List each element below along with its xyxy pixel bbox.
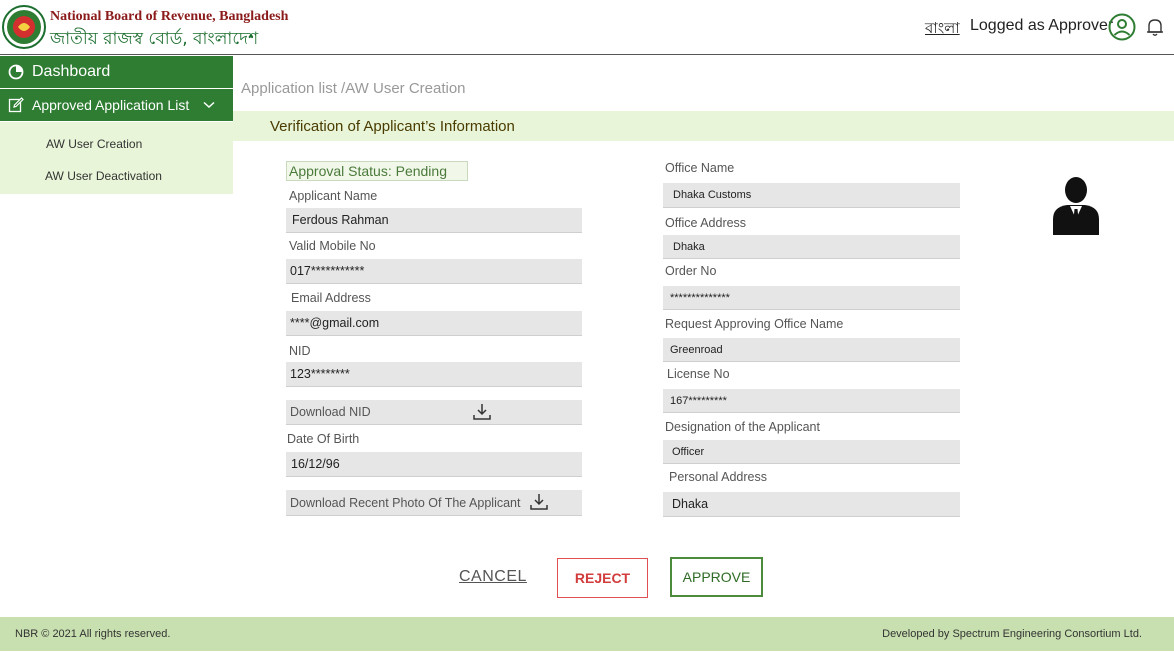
chevron-down-icon [203,101,215,109]
sidebar-item-approved-list[interactable] [0,89,233,121]
sidebar-item-dashboard[interactable] [0,56,233,88]
user-circle-icon[interactable] [1108,13,1136,41]
office-address-label: Office Address [665,216,747,230]
designation-field: Officer [663,440,960,464]
footer [0,617,1174,651]
sidebar [0,56,233,617]
download-photo-label: Download Recent Photo Of The Applicant [290,495,521,510]
sidebar-item-aw-user-creation[interactable]: AW User Creation [46,137,143,151]
section-title: Verification of Applicant’s Information [270,118,515,135]
logged-as-label: Logged as Approver [970,17,1114,34]
approval-status-badge: Approval Status: Pending [286,161,468,181]
order-no-label: Order No [665,264,717,278]
office-address-field: Dhaka [663,235,960,259]
language-toggle-link[interactable]: বাংলা [925,20,960,37]
cancel-button[interactable]: CANCEL [459,568,527,585]
download-nid-button[interactable] [286,400,582,425]
download-nid-label: Download NID [290,405,371,419]
office-name-label: Office Name [665,161,735,175]
mobile-label: Valid Mobile No [289,239,376,253]
license-no-label: License No [667,367,730,381]
edit-icon [8,97,24,113]
sidebar-item-aw-user-deactivation[interactable]: AW User Deactivation [45,169,162,183]
license-no-field: 167********* [663,389,960,413]
request-office-label: Request Approving Office Name [665,317,844,331]
dob-field: 16/12/96 [286,452,582,477]
sidebar-approved-label: Approved Application List [32,97,190,113]
brand-name-bangla: জাতীয় রাজস্ব বোর্ড, বাংলাদেশ [50,29,259,49]
personal-address-field: Dhaka [663,492,960,517]
download-icon[interactable] [472,402,492,422]
applicant-avatar [1050,173,1102,235]
bell-icon[interactable] [1146,17,1164,37]
nbr-logo [2,5,46,49]
app-header [0,0,1174,55]
brand-name-english: National Board of Revenue, Bangladesh [50,9,289,24]
footer-copyright: NBR © 2021 All rights reserved. [15,628,171,640]
email-field: ****@gmail.com [286,311,582,336]
mobile-field: 017*********** [286,259,582,284]
download-icon[interactable] [529,492,549,512]
dob-label: Date Of Birth [287,432,360,446]
request-office-field: Greenroad [663,338,960,362]
sidebar-dashboard-label: Dashboard [32,63,111,80]
nid-field: 123******** [286,362,582,387]
breadcrumb: Application list /AW User Creation [241,80,466,97]
nid-label: NID [289,344,311,358]
email-label: Email Address [291,291,371,305]
personal-address-label: Personal Address [669,470,767,484]
designation-label: Designation of the Applicant [665,420,820,434]
pie-chart-icon [8,64,24,80]
applicant-name-field: Ferdous Rahman [286,208,582,233]
order-no-field: ************** [663,286,960,310]
applicant-name-label: Applicant Name [289,189,378,203]
reject-button[interactable]: REJECT [557,558,648,598]
approve-button[interactable]: APPROVE [670,557,763,597]
sidebar-submenu [0,122,233,194]
footer-developer: Developed by Spectrum Engineering Consortium Ltd. [882,628,1142,640]
office-name-field: Dhaka Customs [663,183,960,208]
